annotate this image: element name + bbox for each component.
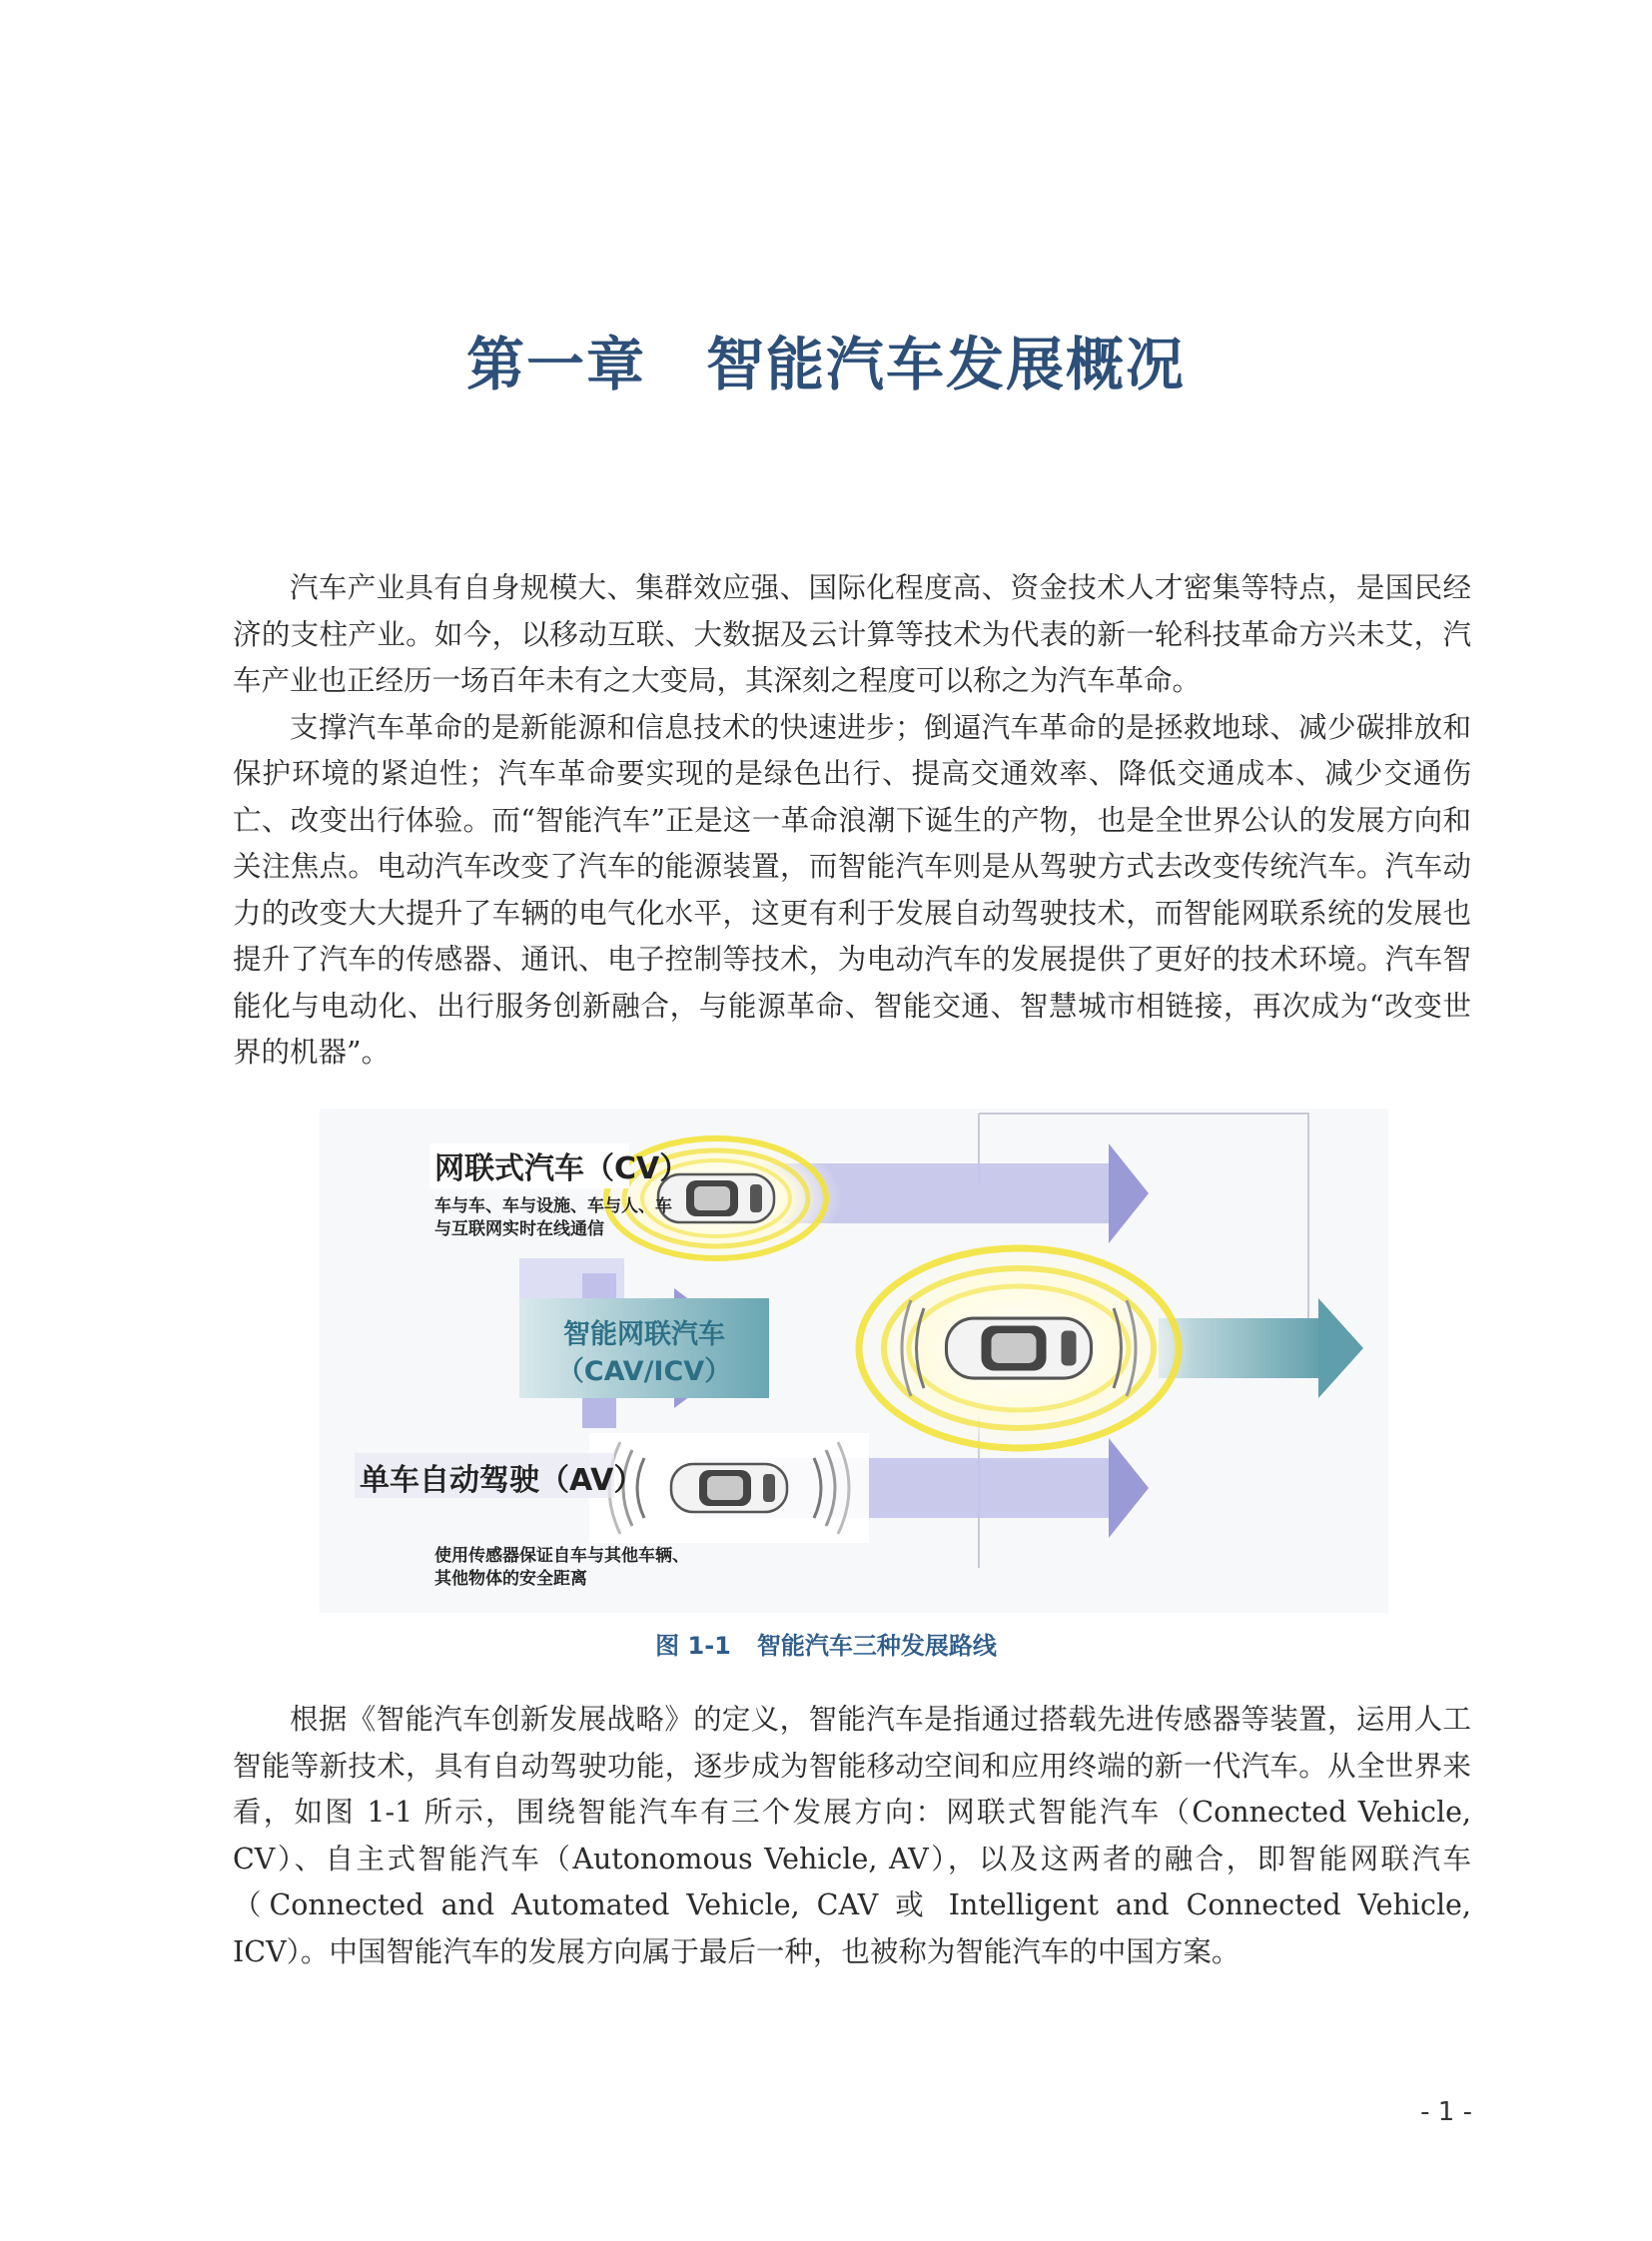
paragraph-1: 汽车产业具有自身规模大、集群效应强、国际化程度高、资金技术人才密集等特点，是国民经济的支柱产业。如今，以移动互联、大数据及云计算等技术为代表的新一轮科技革命方兴未艾，汽车产业也正经历一场百年未有之大变局，其深刻之程度可以称之为汽车革命。 (233, 571, 1471, 697)
chapter-number: 第一章 (465, 331, 646, 398)
chapter-name: 智能汽车发展概况 (706, 331, 1187, 398)
av-title: 单车自动驾驶（AV） (360, 1463, 644, 1498)
paragraph-3: 根据《智能汽车创新发展战略》的定义，智能汽车是指通过搭载先进传感器等装置，运用人工智能等新技术，具有自动驾驶功能，逐步成为智能移动空间和应用终端的新一代汽车。从全世界来看，如图 1-1 所示，围绕智能汽车有三个发展方向：网联式智能汽车（Connected Vehicle, CV）、自主式智能汽车（Autonomous Vehicle, AV），以及这两者的融合，即智能网联汽车（Connected and Automated Vehicle, CAV 或 Intelligent and Connected Vehicle, ICV）。中国智能汽车的发展方向属于最后一种，也被称为智能汽车的中国方案。 (233, 1703, 1471, 1968)
cav-title-line-2: （CAV/ICV） (556, 1356, 732, 1387)
body-text-top (233, 565, 1471, 1077)
figure-number: 图 1-1 (655, 1632, 731, 1660)
figure-1-1 (320, 1109, 1388, 1613)
cav-car-icon (844, 1233, 1194, 1463)
paragraph-2: 支撑汽车革命的是新能源和信息技术的快速进步；倒逼汽车革命的是拯救地球、减少碳排放和保护环境的紧迫性；汽车革命要实现的是绿色出行、提高交通效率、降低交通成本、减少交通伤亡、改变出行体验。而“智能汽车”正是这一革命浪潮下诞生的产物，也是全世界公认的发展方向和关注焦点。电动汽车改变了汽车的能源装置，而智能汽车则是从驾驶方式去改变传统汽车。汽车动力的改变大大提升了车辆的电气化水平，这更有利于发展自动驾驶技术，而智能网联系统的发展也提升了汽车的传感器、通讯、电子控制等技术，为电动汽车的发展提供了更好的技术环境。汽车智能化与电动化、出行服务创新融合，与能源革命、智能交通、智慧城市相链接，再次成为“改变世界的机器”。 (233, 710, 1471, 1069)
cav-label (519, 1298, 769, 1398)
body-text-bottom (233, 1697, 1471, 1975)
cv-desc-line-2: 与互联网实时在线通信 (434, 1219, 604, 1239)
figure-caption-text: 智能汽车三种发展路线 (756, 1632, 997, 1660)
cv-desc-line-1: 车与车、车与设施、车与人、车 (434, 1196, 672, 1216)
page-number: - 1 - (1420, 2097, 1472, 2127)
development-routes-diagram (320, 1109, 1388, 1613)
av-desc-line-2: 其他物体的安全距离 (434, 1569, 587, 1589)
chapter-title (0, 318, 1652, 401)
cav-title-line-1: 智能网联汽车 (563, 1319, 725, 1350)
av-desc-line-1: 使用传感器保证自车与其他车辆、 (434, 1546, 689, 1566)
cv-title: 网联式汽车（CV） (434, 1151, 690, 1186)
figure-caption (0, 1626, 1652, 1661)
